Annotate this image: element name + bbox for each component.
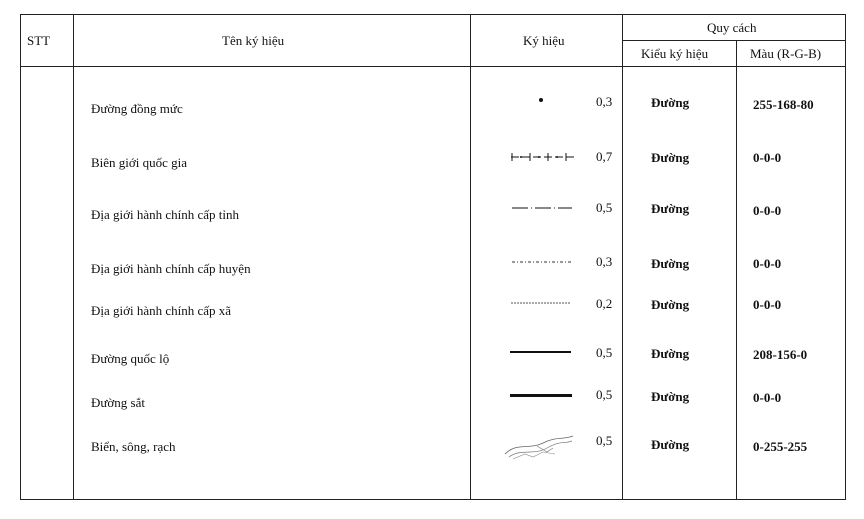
row-style: Đường — [651, 256, 690, 271]
national-border-icon — [510, 151, 576, 163]
header-symbol: Ký hiệu — [523, 33, 565, 48]
header-style: Kiểu ký hiệu — [641, 46, 709, 61]
row-name: Đường sắt — [91, 395, 145, 410]
table-left-border — [20, 14, 21, 500]
dot-icon — [539, 98, 543, 102]
dash-dot-line-icon — [511, 204, 573, 212]
row-color: 0-0-0 — [753, 390, 782, 405]
row-style: Đường — [651, 389, 690, 404]
row-width: 0,2 — [596, 296, 613, 311]
symbol-column-border — [622, 14, 623, 500]
name-column-border — [470, 14, 471, 500]
row-name: Biên giới quốc gia — [91, 155, 188, 170]
thick-solid-line-icon — [510, 394, 572, 397]
style-column-border — [736, 40, 737, 500]
solid-line-icon — [510, 351, 571, 353]
row-width: 0,5 — [596, 387, 613, 402]
row-style: Đường — [651, 297, 690, 312]
row-width: 0,3 — [596, 94, 613, 109]
row-color: 0-255-255 — [753, 439, 808, 454]
row-name: Biển, sông, rạch — [91, 439, 176, 454]
row-color: 0-0-0 — [753, 256, 782, 271]
row-color: 0-0-0 — [753, 150, 782, 165]
row-style: Đường — [651, 437, 690, 452]
row-name: Địa giới hành chính cấp tỉnh — [91, 207, 240, 222]
row-width: 0,5 — [596, 433, 613, 448]
row-color: 0-0-0 — [753, 203, 782, 218]
row-color: 255-168-80 — [753, 97, 814, 112]
row-width: 0,5 — [596, 200, 613, 215]
row-color: 0-0-0 — [753, 297, 782, 312]
row-name: Địa giới hành chính cấp xã — [91, 303, 232, 318]
row-style: Đường — [651, 95, 690, 110]
table-bottom-border — [20, 499, 846, 500]
row-name: Địa giới hành chính cấp huyện — [91, 261, 251, 276]
row-style: Đường — [651, 346, 690, 361]
header-stt: STT — [27, 33, 51, 48]
row-width: 0,7 — [596, 149, 613, 164]
row-color: 208-156-0 — [753, 347, 808, 362]
dotted-dash-line-icon — [511, 258, 573, 266]
fine-dotted-line-icon — [510, 299, 572, 307]
header-name: Tên ký hiệu — [222, 33, 285, 48]
row-style: Đường — [651, 201, 690, 216]
row-width: 0,5 — [596, 345, 613, 360]
stt-column-border — [73, 14, 74, 500]
row-name: Đường quốc lộ — [91, 351, 170, 366]
spec-subheader-border — [622, 40, 846, 41]
table-top-border — [20, 14, 846, 15]
header-bottom-border — [20, 66, 846, 67]
row-width: 0,3 — [596, 254, 613, 269]
water-sketch-icon — [503, 434, 575, 462]
header-color: Màu (R-G-B) — [750, 46, 822, 61]
header-spec: Quy cách — [707, 20, 757, 35]
row-style: Đường — [651, 150, 690, 165]
table-right-border — [845, 14, 846, 500]
row-name: Đường đồng mức — [91, 101, 183, 116]
